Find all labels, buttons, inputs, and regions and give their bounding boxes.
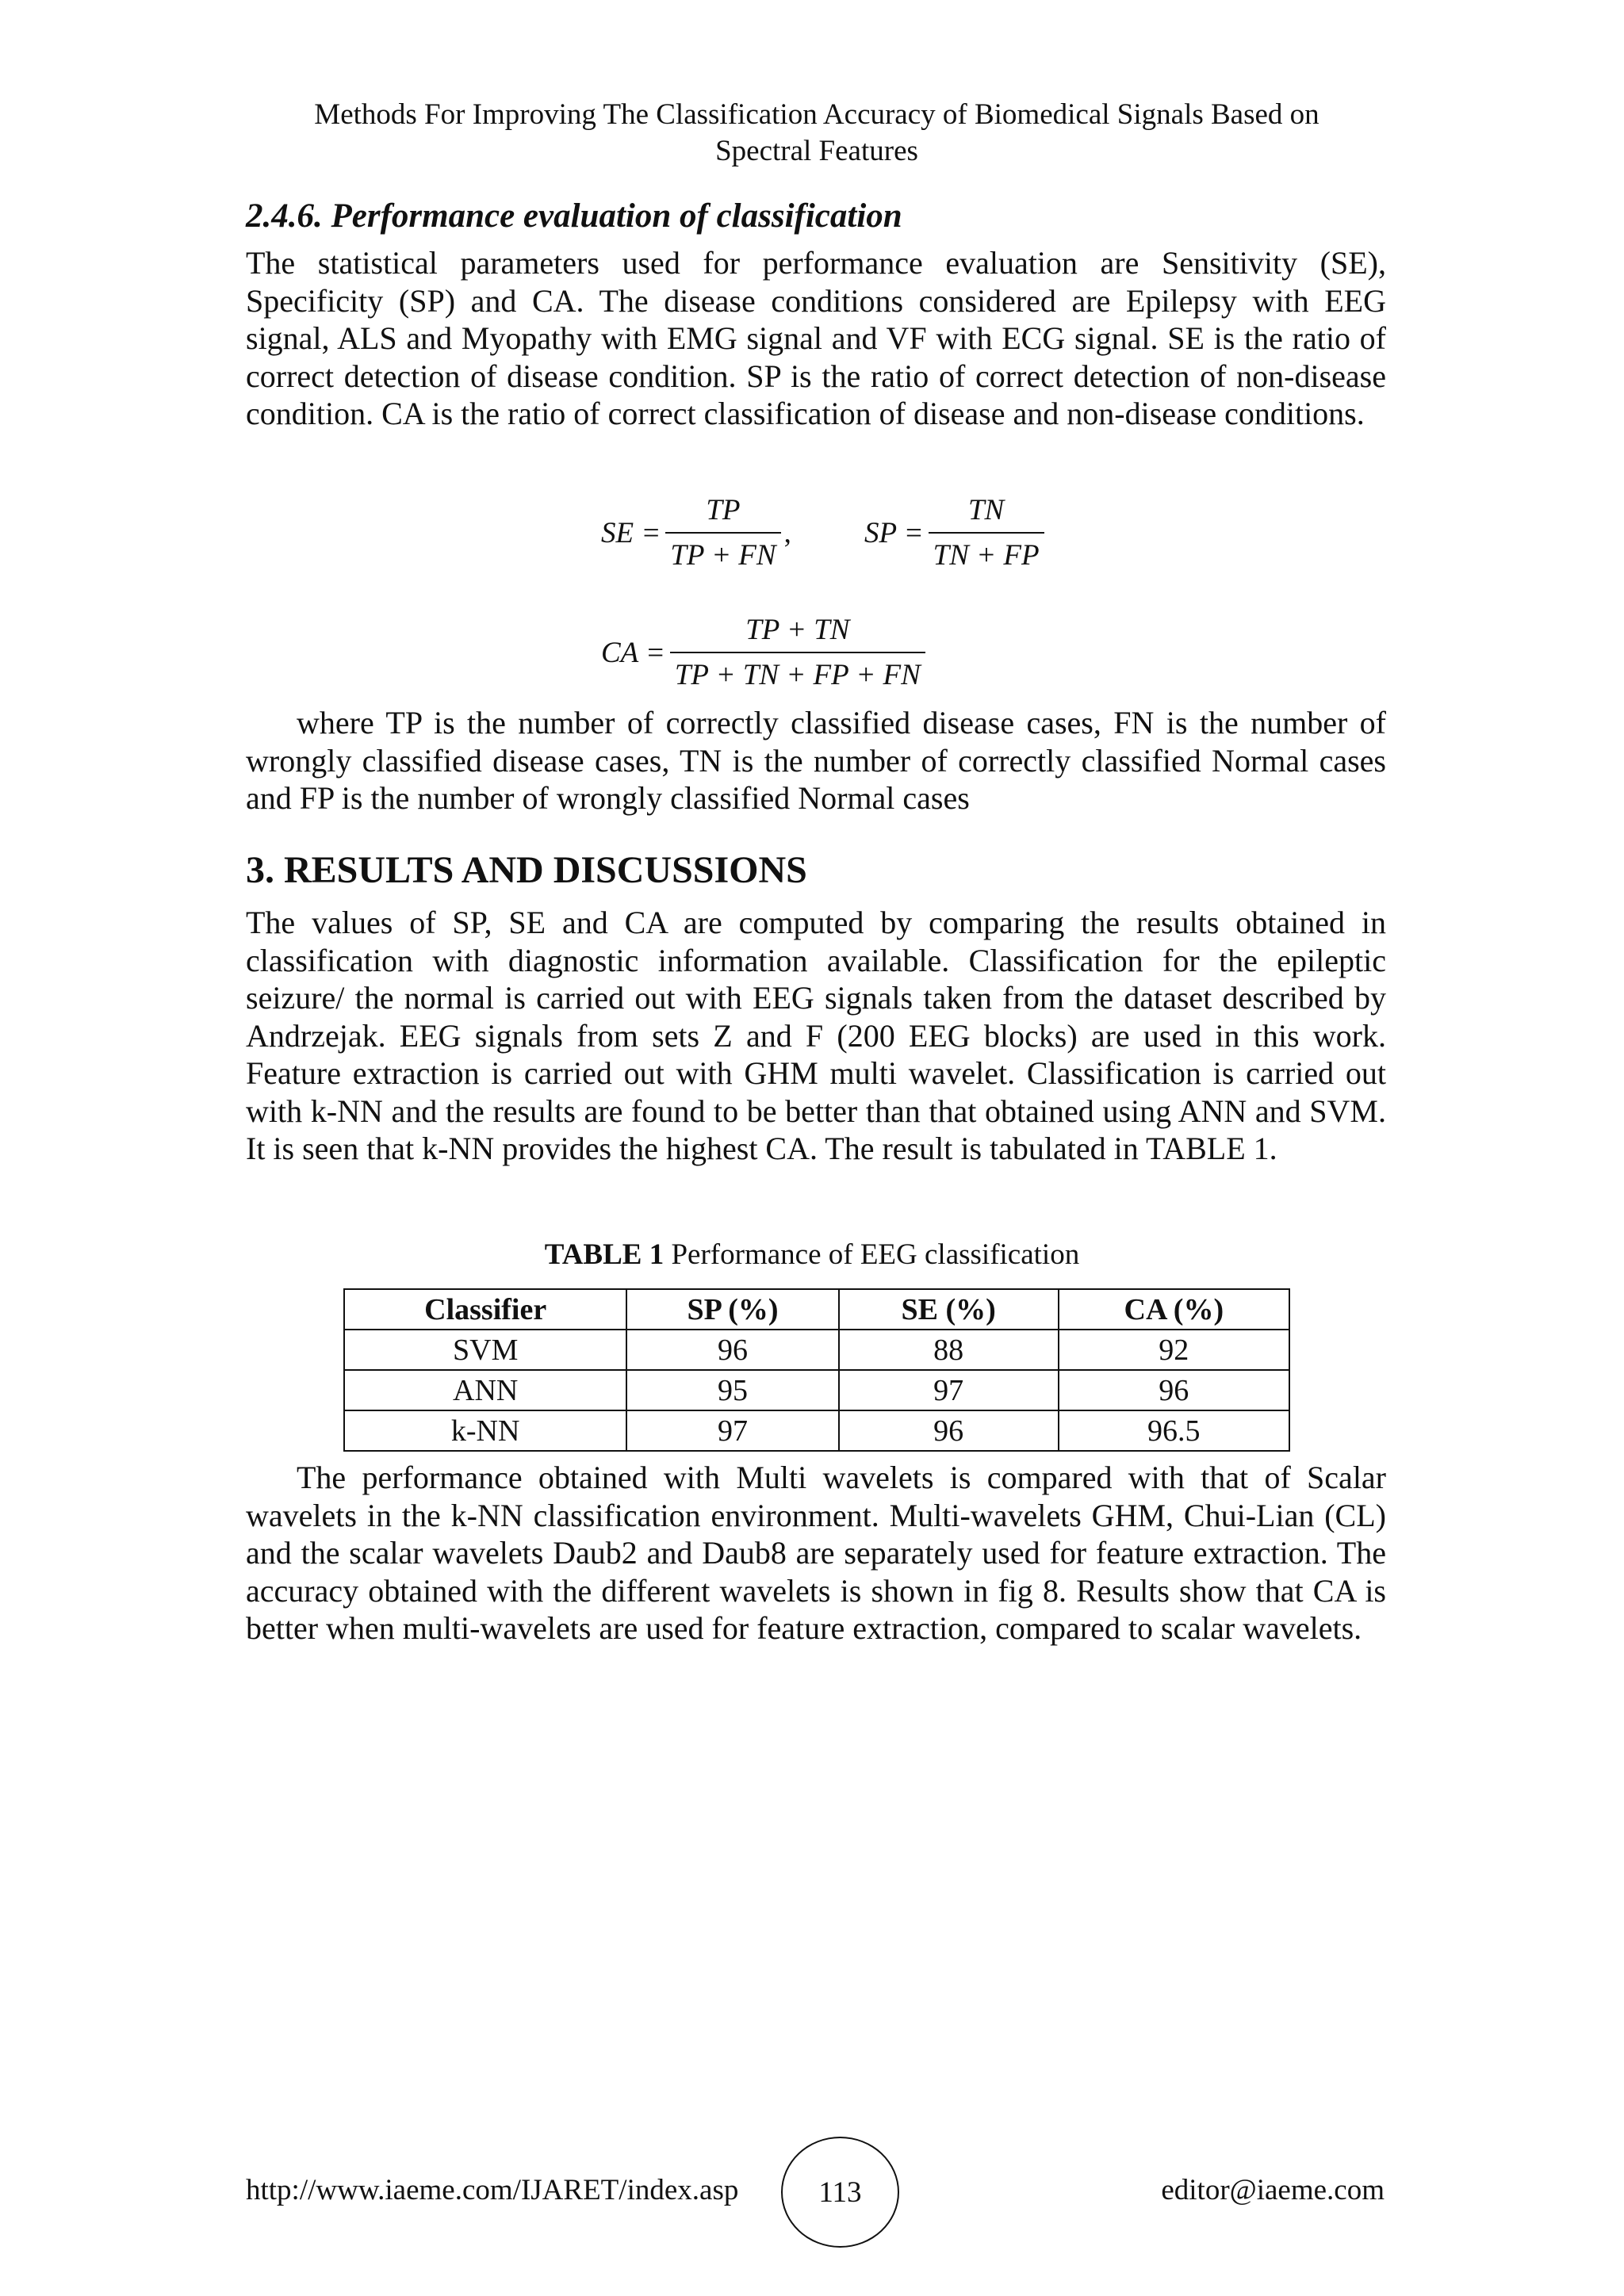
se-separator: ,	[783, 516, 791, 549]
ca-denominator: TP + TN + FP + FN	[674, 659, 921, 691]
ca-numerator: TP + TN	[745, 614, 850, 646]
running-header	[246, 97, 1388, 170]
se-equation	[601, 493, 791, 572]
running-header-line-2: Spectral Features	[715, 135, 918, 167]
se-equation-lhs: SE =	[601, 516, 661, 549]
sp-denominator: TN + FP	[933, 539, 1040, 572]
table-header-cell: CA (%)	[1059, 1289, 1289, 1330]
table-cell: SVM	[344, 1330, 626, 1370]
table-cell: ANN	[344, 1370, 626, 1410]
table-cell: 96	[839, 1410, 1059, 1451]
section-heading-2-4-6: 2.4.6. Performance evaluation of classification	[246, 197, 902, 235]
where-paragraph: where TP is the number of correctly classified disease cases, FN is the number of wrongly classified disease cases, TN is the number of correctly classified Normal cases and FP is the number of wrongly classified Normal cases	[246, 705, 1386, 816]
eeg-performance-table	[343, 1288, 1290, 1452]
table-header-cell: SE (%)	[839, 1289, 1059, 1330]
results-paragraph: The values of SP, SE and CA are computed by comparing the results obtained in classification with diagnostic information available. Classification for the epileptic seizure/ the normal is carried out with EEG signals taken from the dataset described by Andrzejak. EEG signals from sets Z and F (200 EEG blocks) are used in this work. Feature extraction is carried out with GHM multi wavelet. Classification is carried out with k-NN and the results are found to be better than that obtained using ANN and SVM. It is seen that k-NN provides the highest CA. The result is tabulated in TABLE 1.	[246, 905, 1386, 1166]
table-cell: 92	[1059, 1330, 1289, 1370]
table-row	[344, 1370, 1289, 1410]
table-header-cell: Classifier	[344, 1289, 626, 1330]
running-header-line-1: Methods For Improving The Classification Accuracy of Biomedical Signals Based on	[314, 98, 1320, 131]
table-row	[344, 1410, 1289, 1451]
table-cell: 96	[1059, 1370, 1289, 1410]
table-row	[344, 1330, 1289, 1370]
page-number	[781, 2137, 899, 2248]
table-1-caption-label: TABLE 1	[544, 1238, 665, 1271]
table-cell: k-NN	[344, 1410, 626, 1451]
sp-numerator: TN	[967, 494, 1005, 526]
se-denominator: TP + FN	[670, 539, 776, 572]
sp-equation	[864, 493, 1044, 572]
table-cell: 88	[839, 1330, 1059, 1370]
table-header-cell: SP (%)	[626, 1289, 838, 1330]
results-heading: 3. RESULTS AND DISCUSSIONS	[246, 849, 807, 891]
ca-equation	[601, 613, 925, 692]
se-fraction	[665, 493, 780, 572]
table-cell: 97	[839, 1370, 1059, 1410]
table-1-caption	[0, 1237, 1624, 1273]
ca-equation-lhs: CA =	[601, 636, 665, 669]
page-number-text: 113	[818, 2175, 862, 2209]
table-cell: 96.5	[1059, 1410, 1289, 1451]
table-header-row	[344, 1289, 1289, 1330]
sp-fraction	[929, 493, 1044, 572]
closing-paragraph: The performance obtained with Multi wavelets is compared with that of Scalar wavelets in the k-NN classification environment. Multi-wavelets GHM, Chui-Lian (CL) and the scalar wavelets Daub2 and Daub8 are separately used for feature extraction. The accuracy obtained with the different wavelets is shown in fig 8. Results show that CA is better when multi-wavelets are used for feature extraction, compared to scalar wavelets.	[246, 1460, 1386, 1646]
table-cell: 96	[626, 1330, 838, 1370]
table-cell: 97	[626, 1410, 838, 1451]
table-1-caption-text: Performance of EEG classification	[664, 1238, 1080, 1271]
performance-evaluation-paragraph: The statistical parameters used for performance evaluation are Sensitivity (SE), Specificity (SP) and CA. The disease conditions considered are Epilepsy with EEG signal, ALS and Myopathy with EMG signal and VF with ECG signal. SE is the ratio of correct detection of disease condition. SP is the ratio of correct detection of non-disease condition. CA is the ratio of correct classification of disease and non-disease conditions.	[246, 245, 1386, 431]
ca-fraction	[670, 613, 925, 692]
se-numerator: TP	[706, 494, 741, 526]
table-cell: 95	[626, 1370, 838, 1410]
footer-url-link[interactable]: http://www.iaeme.com/IJARET/index.asp	[246, 2174, 739, 2206]
footer-email-link[interactable]: editor@iaeme.com	[1161, 2174, 1385, 2206]
sp-equation-lhs: SP =	[864, 516, 924, 549]
